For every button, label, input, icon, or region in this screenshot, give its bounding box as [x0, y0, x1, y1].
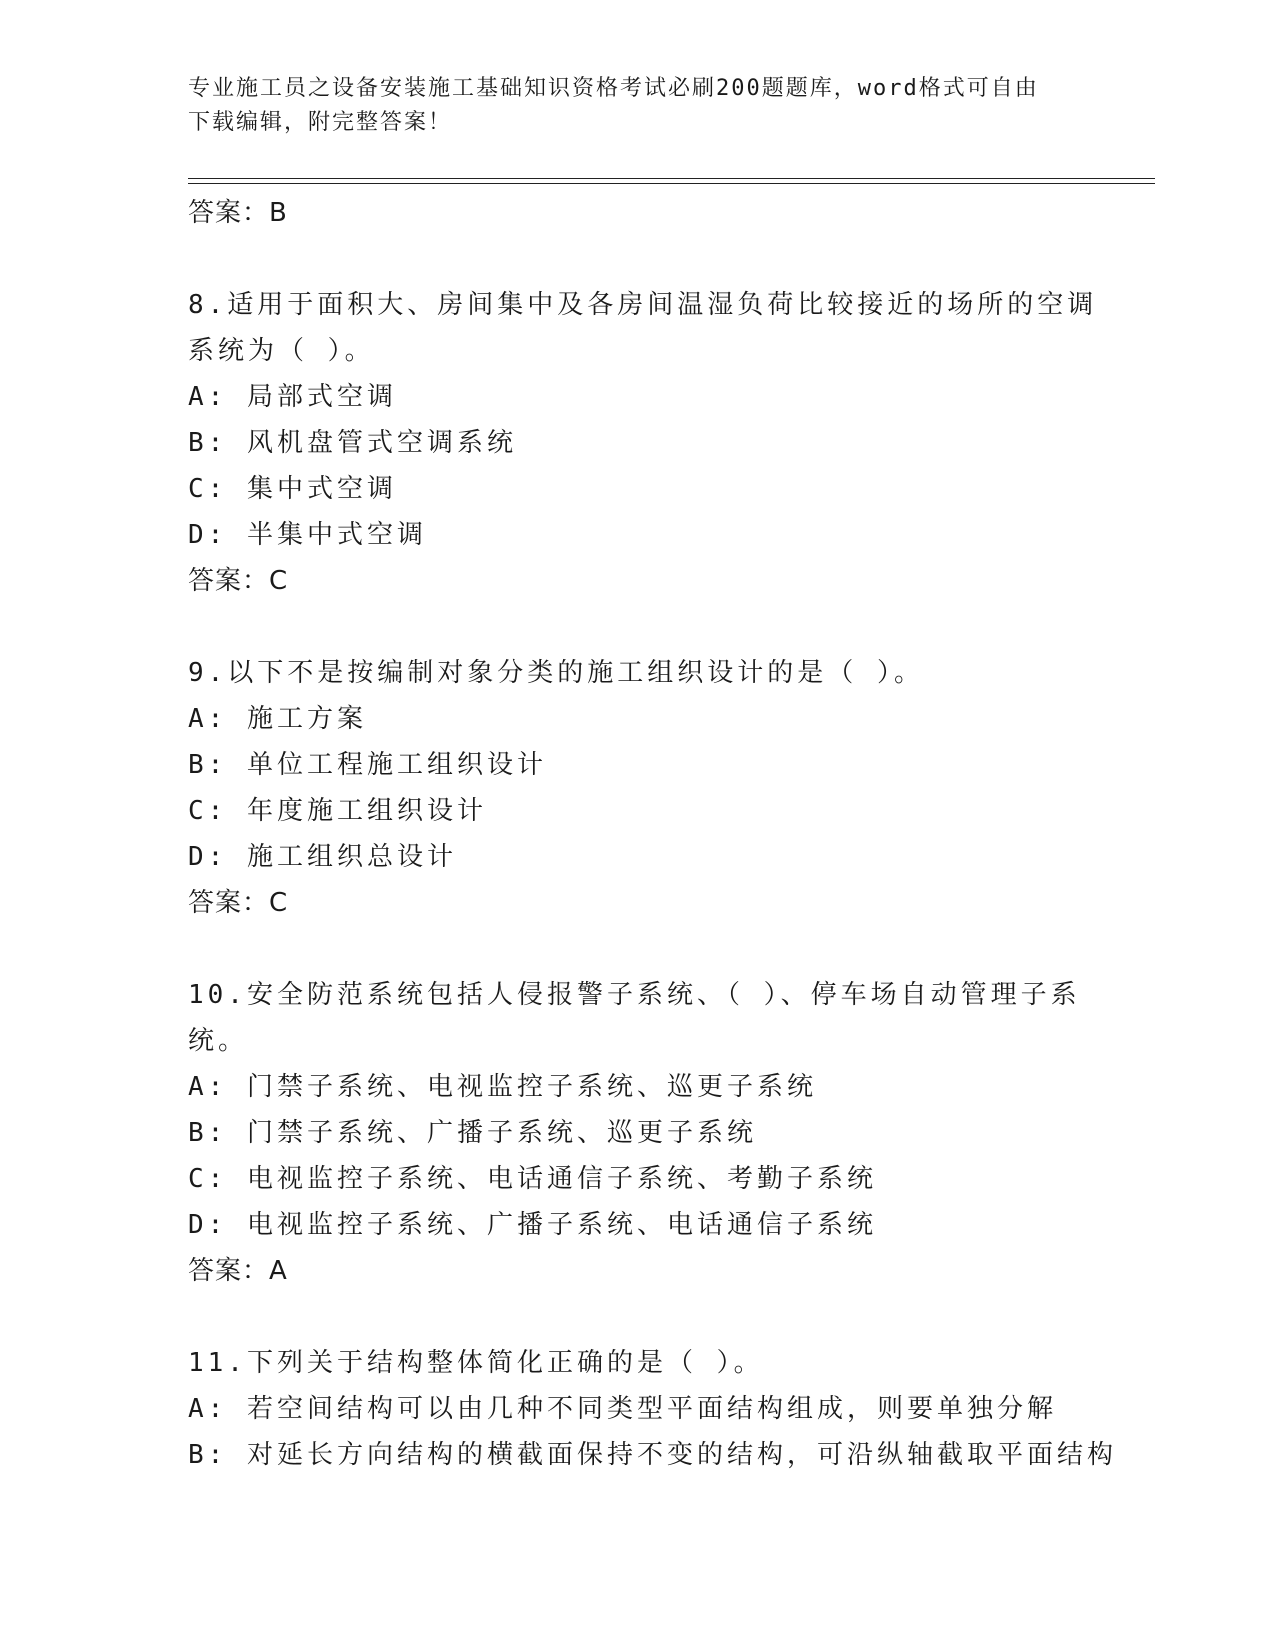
question-9-option-d: D: 施工组织总设计 [188, 842, 457, 872]
question-10-option-a: A: 门禁子系统、电视监控子系统、巡更子系统 [188, 1072, 817, 1102]
question-8-option-c: C: 集中式空调 [188, 474, 397, 504]
question-11-option-b: B: 对延长方向结构的横截面保持不变的结构，可沿纵轴截取平面结构 [188, 1440, 1117, 1470]
spacer [188, 1294, 1148, 1340]
header-line-1: 专业施工员之设备安装施工基础知识资格考试必刷200题题库，word格式可自由 [188, 76, 1039, 101]
question-9 [188, 650, 1148, 926]
question-9-option-a: A: 施工方案 [188, 704, 367, 734]
question-9-option-c: C: 年度施工组织设计 [188, 796, 487, 826]
question-10 [188, 972, 1148, 1294]
question-10-answer: 答案：A [188, 1256, 288, 1286]
question-8-option-b: B: 风机盘管式空调系统 [188, 428, 517, 458]
previous-answer: 答案：B [188, 198, 288, 228]
question-9-stem-line-1: 9.以下不是按编制对象分类的施工组织设计的是（ ）。 [188, 658, 924, 688]
header-rule-top [188, 178, 1155, 179]
header-line-2: 下载编辑，附完整答案！ [188, 110, 453, 135]
question-9-option-b: B: 单位工程施工组织设计 [188, 750, 547, 780]
spacer [188, 926, 1148, 972]
spacer [188, 236, 1148, 282]
question-11 [188, 1340, 1148, 1478]
document-body [188, 188, 1148, 1478]
question-10-option-d: D: 电视监控子系统、广播子系统、电话通信子系统 [188, 1210, 877, 1240]
spacer [188, 604, 1148, 650]
question-8-option-a: A: 局部式空调 [188, 382, 397, 412]
header-rule-bottom [188, 183, 1155, 184]
question-8-stem-line-2: 系统为（ ）。 [188, 336, 375, 366]
question-11-stem-line-1: 11.下列关于结构整体简化正确的是（ ）。 [188, 1348, 764, 1378]
document-header [188, 72, 1088, 140]
question-10-stem-line-2: 统。 [188, 1026, 249, 1056]
question-8-stem-line-1: 8.适用于面积大、房间集中及各房间温湿负荷比较接近的场所的空调 [188, 290, 1098, 320]
question-8-option-d: D: 半集中式空调 [188, 520, 427, 550]
question-10-option-b: B: 门禁子系统、广播子系统、巡更子系统 [188, 1118, 757, 1148]
question-11-option-a: A: 若空间结构可以由几种不同类型平面结构组成，则要单独分解 [188, 1394, 1057, 1424]
question-10-stem-line-1: 10.安全防范系统包括人侵报警子系统、（ ）、停车场自动管理子系 [188, 980, 1081, 1010]
question-8 [188, 282, 1148, 604]
question-10-option-c: C: 电视监控子系统、电话通信子系统、考勤子系统 [188, 1164, 877, 1194]
question-8-answer: 答案：C [188, 566, 289, 596]
question-9-answer: 答案：C [188, 888, 289, 918]
